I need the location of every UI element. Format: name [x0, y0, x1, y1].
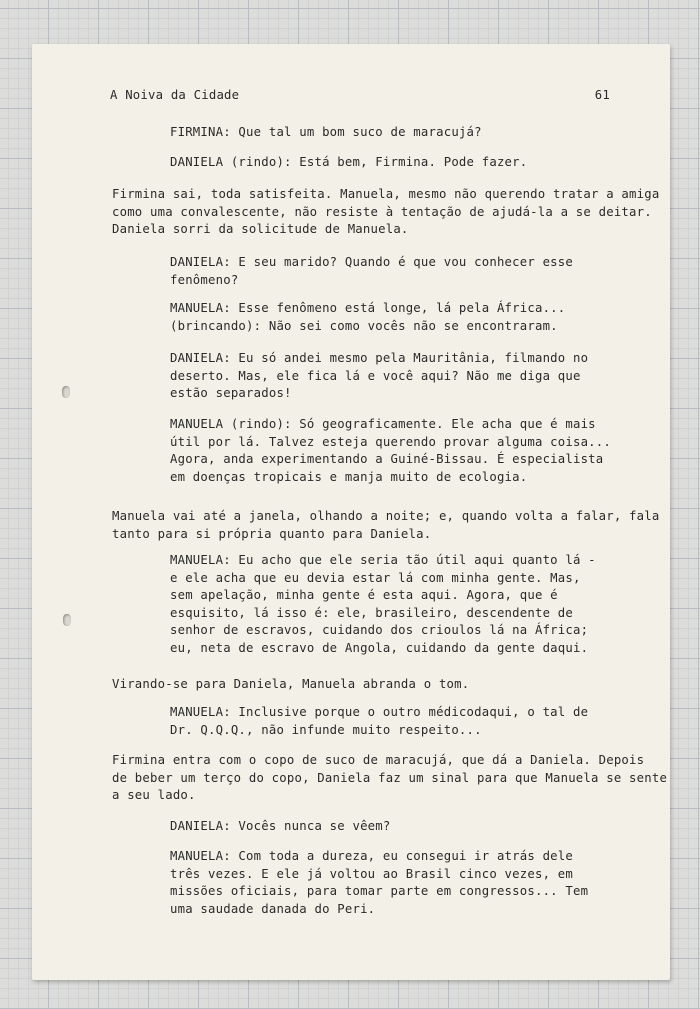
- dialogue-block: [170, 254, 700, 289]
- text-line: tanto para si própria quanto para Daniela.: [112, 526, 432, 541]
- text-line: MANUELA: Inclusive porque o outro médicodaqui, o tal de: [170, 705, 589, 719]
- dialogue-block: [170, 704, 700, 739]
- narration-block: [112, 508, 700, 543]
- dialogue-block: [170, 124, 700, 142]
- text-line: Firmina sai, toda satisfeita. Manuela, mesmo não querendo tratar a amiga: [112, 187, 660, 201]
- text-line: uma saudade danada do Peri.: [170, 901, 376, 916]
- text-line: estão separados!: [170, 386, 292, 400]
- narration-block: [112, 676, 700, 694]
- text-line: esquisito, lá isso é: ele, brasileiro, descendente de: [170, 605, 573, 620]
- text-line: Daniela sorri da solicitude de Manuela.: [112, 222, 409, 236]
- text-line: útil por lá. Talvez esteja querendo provar alguma coisa...: [170, 434, 611, 449]
- text-line: FIRMINA: Que tal um bom suco de maracujá?: [170, 125, 482, 139]
- text-line: DANIELA: Vocês nunca se vêem?: [170, 819, 391, 833]
- page-content: [32, 44, 670, 980]
- text-line: DANIELA (rindo): Está bem, Firmina. Pode fazer.: [170, 155, 528, 169]
- text-line: deserto. Mas, ele fica lá e você aqui? Não me diga que: [170, 368, 581, 383]
- text-line: em doenças tropicais e manja muito de ecologia.: [170, 469, 528, 484]
- text-line: (brincando): Não sei como vocês não se encontraram.: [170, 318, 558, 333]
- text-line: senhor de escravos, cuidando dos crioulos lá na África;: [170, 623, 589, 637]
- narration-block: [112, 186, 700, 239]
- text-line: fenômeno?: [170, 272, 239, 287]
- page-header-title: A Noiva da Cidade: [110, 88, 240, 102]
- text-line: três vezes. E ele já voltou ao Brasil cinco vezes, em: [170, 866, 573, 881]
- text-line: Agora, anda experimentando a Guiné-Bissau. É especialista: [170, 452, 604, 466]
- dialogue-block: [170, 350, 700, 403]
- text-line: sem apelação, minha gente é esta aqui. Agora, que é: [170, 588, 558, 602]
- text-line: Manuela vai até a janela, olhando a noite; e, quando volta a falar, fala: [112, 509, 660, 523]
- text-line: Dr. Q.Q.Q., não infunde muito respeito...: [170, 722, 482, 737]
- text-line: DANIELA: E seu marido? Quando é que vou conhecer esse: [170, 255, 573, 269]
- dialogue-block: [170, 818, 700, 836]
- text-line: de beber um terço do copo, Daniela faz um sinal para que Manuela se sente: [112, 770, 668, 785]
- text-line: eu, neta de escravo de Angola, cuidando da gente daqui.: [170, 640, 589, 655]
- dialogue-block: [170, 300, 700, 335]
- text-line: como uma convalescente, não resiste à tentação de ajudá-la a se deitar.: [112, 204, 652, 219]
- text-line: missões oficiais, para tomar parte em congressos... Tem: [170, 884, 589, 898]
- dialogue-block: [170, 552, 700, 657]
- text-line: MANUELA (rindo): Só geograficamente. Ele acha que é mais: [170, 417, 596, 431]
- text-line: e ele acha que eu devia estar lá com minha gente. Mas,: [170, 570, 581, 585]
- dialogue-block: [170, 154, 700, 172]
- narration-block: [112, 752, 700, 805]
- text-line: DANIELA: Eu só andei mesmo pela Mauritânia, filmando no: [170, 351, 589, 365]
- dialogue-block: [170, 416, 700, 486]
- text-line: MANUELA: Com toda a dureza, eu consegui ir atrás dele: [170, 849, 573, 863]
- text-line: Virando-se para Daniela, Manuela abranda o tom.: [112, 677, 470, 691]
- text-line: a seu lado.: [112, 788, 196, 802]
- dialogue-block: [170, 848, 700, 918]
- text-line: MANUELA: Eu acho que ele seria tão útil aqui quanto lá -: [170, 553, 596, 567]
- page-number: 61: [594, 88, 610, 102]
- text-line: Firmina entra com o copo de suco de maracujá, que dá a Daniela. Depois: [112, 753, 645, 767]
- text-line: MANUELA: Esse fenômeno está longe, lá pela África...: [170, 301, 566, 315]
